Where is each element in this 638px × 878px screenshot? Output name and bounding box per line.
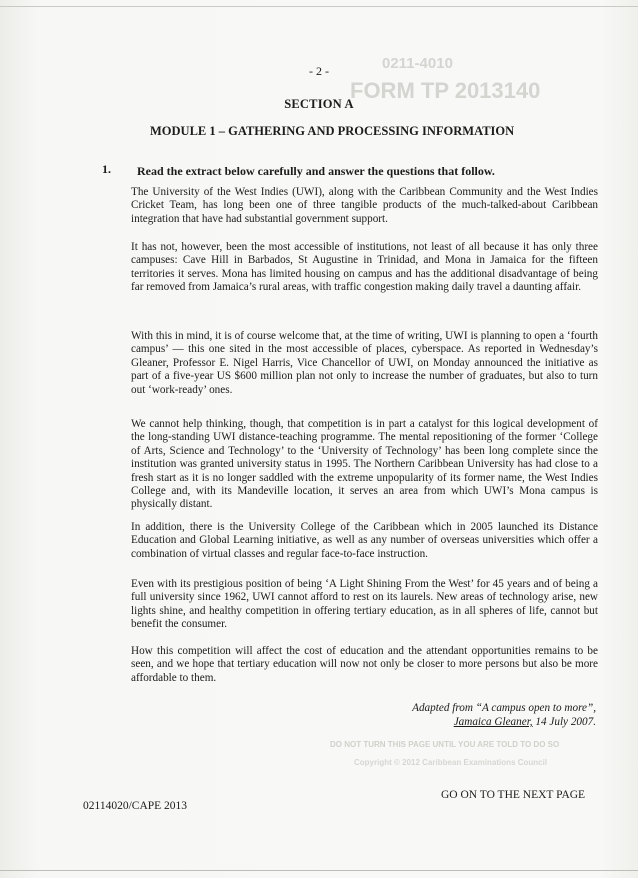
extract-paragraph-1: The University of the West Indies (UWI), along with the Caribbean Community and the West Indies Cricket Team, has long been one of three tangible products of the much-talked-about Caribbean integration that have had substantial government support. bbox=[131, 186, 598, 225]
module-title: MODULE 1 – GATHERING AND PROCESSING INFORMATION bbox=[150, 124, 515, 138]
paper-code: 02114020/CAPE 2013 bbox=[83, 800, 188, 812]
extract-paragraph-3: With this in mind, it is of course welcome that, at the time of writing, UWI is planning to open a ‘fourth campus’ — this one sited in the most accessible of places, cyberspace. As reported in Wednesday’s Gleaner, Professor E. Nigel Harris, Vice Chancellor of UWI, on Monday announced the initiative as part of a five-year US $600 million plan not only to increase the number of graduates, but also to turn out ‘work-ready’ ones. bbox=[131, 330, 598, 396]
source-title: Adapted from “A campus open to more”, bbox=[412, 702, 596, 714]
extract-paragraph-6: Even with its prestigious position of being ‘A Light Shining From the West’ for 45 years and of being a full university since 1962, UWI cannot afford to rest on its laurels. New areas of technology arise, new lights shine, and healthy competition in offering tertiary education, as in all spheres of life, cannot but benefit the consumer. bbox=[131, 578, 598, 631]
bleed-through-code: 0211-4010 bbox=[382, 55, 453, 72]
question-instruction: Read the extract below carefully and answer the questions that follow. bbox=[137, 164, 495, 178]
page-number: - 2 - bbox=[309, 64, 329, 78]
source-newspaper: Jamaica Gleaner, bbox=[453, 716, 533, 728]
source-publication bbox=[412, 715, 596, 729]
bottom-edge-line bbox=[0, 870, 638, 871]
extract-paragraph-2: It has not, however, been the most accessible of institutions, not least of all because it has only three campuses: Cave Hill in Barbados, St Augustine in Trinidad, and Mona in Jamaica for the fifteen territories it serves. Mona has limited housing on campus and has the additional disadvantage of being far removed from Jamaica’s rural areas, with traffic congestion making daily travel a daunting affair. bbox=[131, 241, 598, 294]
source-date: 14 July 2007. bbox=[535, 716, 596, 728]
go-on-notice: GO ON TO THE NEXT PAGE bbox=[441, 789, 586, 801]
source-citation bbox=[412, 701, 596, 729]
question-number: 1. bbox=[102, 162, 111, 176]
section-title: SECTION A bbox=[284, 97, 354, 111]
bleed-through-form: FORM TP 2013140 bbox=[350, 78, 541, 103]
extract-paragraph-7: How this competition will affect the cost of education and the attendant opportunities remains to be seen, and we hope that tertiary education will now not only be closer to more persons but also be more affordable to them. bbox=[131, 645, 598, 684]
top-edge-line bbox=[0, 6, 638, 7]
extract-paragraph-4: We cannot help thinking, though, that competition is in part a catalyst for this logical development of the long-standing UWI distance-teaching programme. The mental repositioning of the former ‘College of Arts, Science and Technology’ to the ‘University of Technology’ has been long complete since the institution was granted university status in 1995. The Northern Caribbean University has had close to a fresh start as it is no longer saddled with the extreme unpopularity of its former name, the West Indies College and, with its Mandeville location, it serves an area from which UWI’s Mona campus is physically distant. bbox=[131, 418, 598, 511]
extract-paragraph-5: In addition, there is the University College of the Caribbean which in 2005 launched its Distance Education and Global Learning initiative, as well as any number of overseas universities which offer a combination of virtual classes and regular face-to-face instruction. bbox=[131, 521, 598, 560]
bleed-through-copyright: Copyright © 2012 Caribbean Examinations Council bbox=[354, 758, 548, 767]
bleed-through-instruction: DO NOT TURN THIS PAGE UNTIL YOU ARE TOLD TO DO SO bbox=[330, 740, 560, 749]
